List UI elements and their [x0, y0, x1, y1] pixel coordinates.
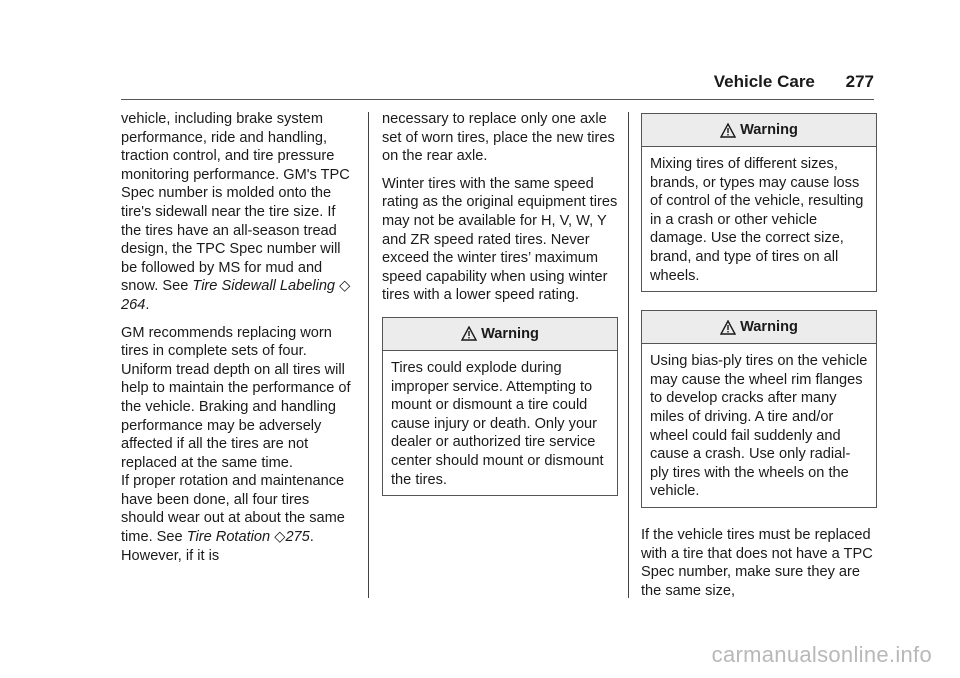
column-divider — [368, 112, 369, 598]
page-number: 277 — [845, 72, 874, 91]
paragraph: Winter tires with the same speed rating as the original equipment tires may not be available for H, V, W, Y and ZR speed rated tires. Never exceed the winter tires’ maximum speed capability when using winter tires with a lower speed rating. — [382, 175, 618, 304]
cross-reference-link[interactable]: Tire Rotation — [186, 529, 271, 546]
paragraph: GM recommends replacing worn tires in complete sets of four. Uniform tread depth on all tires will help to maintain the performance of the vehicle. Braking and handling performance may be adversely affected if all the tires are not replaced at the same time. — [121, 324, 351, 471]
reference-arrow-icon: ◇ — [274, 529, 286, 546]
warning-body: Using bias-ply tires on the vehicle may cause the wheel rim flanges to develop cracks after many miles of driving. A tire and/or wheel could fail suddenly and cause a crash. Use only radial-ply tires with the wheels on the vehicle. — [650, 353, 868, 500]
paragraph: vehicle, including brake system performance, ride and handling, traction control, and tire pressure monitoring performance. GM's TPC Spec number is molded onto the tire's sidewall near the tire size. If the tires have an all-season tread design, the TPC Spec number will be followed by MS for mud and snow. See Tire Sidewall Labeling ◇ 264. — [121, 111, 351, 313]
watermark: carmanualsonline.info — [711, 642, 932, 667]
column-divider — [628, 112, 629, 598]
warning-title: Warning — [481, 325, 539, 342]
warning-box — [641, 113, 877, 292]
warning-title: Warning — [740, 318, 798, 335]
warning-body: Tires could explode during improper service. Attempting to mount or dismount a tire could cause injury or death. Only your dealer or authorized tire service center should mount or dismount the tires. — [391, 359, 604, 488]
paragraph-text: . However, if it is — [121, 529, 314, 564]
paragraph-text: vehicle, including brake system performance, ride and handling, traction control, and tire pressure monitoring performance. GM's TPC Spec number is molded onto the tire's sidewall near the tire size. If the tires have an all-season tread design, the TPC Spec number will be followed by MS for mud and snow. See — [121, 111, 350, 295]
paragraph: If the vehicle tires must be replaced with a tire that does not have a TPC Spec number, make sure they are the same size, — [641, 526, 873, 599]
warning-header — [642, 311, 876, 344]
warning-header — [383, 318, 617, 351]
paragraph — [121, 472, 356, 565]
warning-triangle-icon — [720, 123, 736, 138]
page-header — [714, 72, 874, 92]
reference-arrow-icon: ◇ — [339, 278, 351, 295]
warning-triangle-icon — [720, 320, 736, 335]
warning-box — [382, 317, 618, 496]
paragraph-text: If proper rotation and maintenance have been done, all four tires should wear out at about the same time. See — [121, 473, 345, 546]
section-title: Vehicle Care — [713, 72, 815, 91]
reference-page[interactable]: 264 — [121, 296, 146, 313]
column-2 — [382, 110, 618, 514]
paragraph: necessary to replace only one axle set of worn tires, place the new tires on the rear axle. — [382, 111, 615, 165]
warning-title: Warning — [740, 121, 798, 138]
header-rule — [121, 99, 874, 100]
warning-triangle-icon — [461, 326, 477, 341]
reference-page[interactable]: 275 — [285, 529, 310, 546]
warning-body: Mixing tires of different sizes, brands, or types may cause loss of control of the vehicle, resulting in a crash or other vehicle damage. Use the correct size, brand, and type of tires on all wheels. — [650, 156, 864, 284]
cross-reference-link[interactable]: Tire Sidewall Labeling — [192, 278, 336, 295]
column-3 — [641, 110, 877, 609]
warning-box — [641, 310, 877, 508]
column-1 — [121, 110, 356, 574]
warning-header — [642, 114, 876, 147]
